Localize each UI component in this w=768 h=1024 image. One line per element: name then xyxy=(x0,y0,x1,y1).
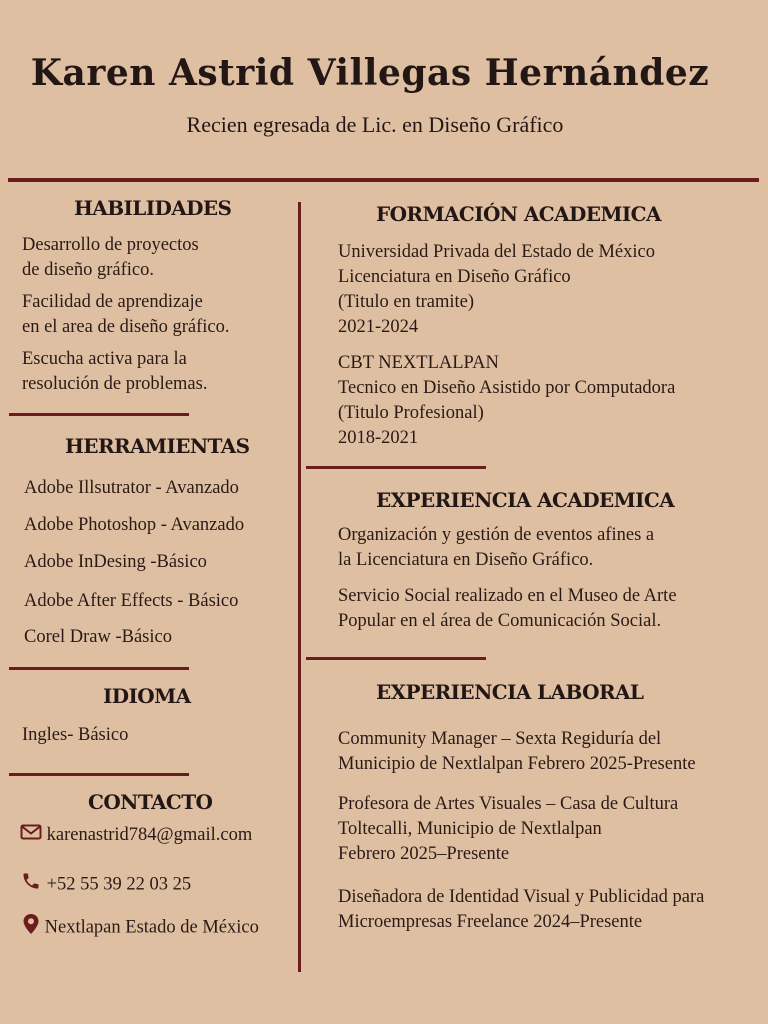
location-text: Nextlapan Estado de México xyxy=(44,917,259,938)
mail-icon xyxy=(20,823,42,848)
phone-icon xyxy=(20,871,42,899)
section-divider xyxy=(9,413,189,416)
language-item: Ingles- Básico xyxy=(22,725,129,745)
resume-subtitle: Recien egresada de Lic. en Diseño Gráfico xyxy=(186,112,564,137)
location-pin-icon xyxy=(22,913,40,943)
section-divider xyxy=(9,773,189,776)
resume-name: Karen Astrid Villegas Hernández xyxy=(30,52,710,94)
skill-item: Desarrollo de proyectos de diseño gráfico. xyxy=(22,235,199,280)
skills-heading: HABILIDADES xyxy=(74,196,232,220)
section-divider xyxy=(306,466,486,469)
tool-item: Adobe InDesing -Básico xyxy=(24,552,207,572)
header-divider xyxy=(8,178,759,182)
contact-email[interactable] xyxy=(20,823,252,848)
skill-item: Facilidad de aprendizaje en el area de diseño gráfico. xyxy=(22,292,230,337)
work-experience-entry: Diseñadora de Identidad Visual y Publicidad para Microempresas Freelance 2024–Presente xyxy=(338,887,705,932)
education-entry: Universidad Privada del Estado de México Licenciatura en Diseño Gráfico (Titulo en tramite) 2021-2024 xyxy=(338,242,655,337)
work-experience-entry: Community Manager – Sexta Regiduría del Municipio de Nextlalpan Febrero 2025-Presente xyxy=(338,729,696,774)
language-heading: IDIOMA xyxy=(103,684,191,708)
tool-item: Adobe Illsutrator - Avanzado xyxy=(24,478,239,498)
academic-experience-heading: EXPERIENCIA ACADEMICA xyxy=(376,488,675,512)
skill-item: Escucha activa para la resolución de problemas. xyxy=(22,349,208,394)
tool-item: Adobe After Effects - Básico xyxy=(24,591,239,611)
contact-heading: CONTACTO xyxy=(88,790,213,814)
work-experience-entry: Profesora de Artes Visuales – Casa de Cultura Toltecalli, Municipio de Nextlalpan Febrero 2025–Presente xyxy=(338,794,679,864)
contact-location xyxy=(22,913,259,943)
section-divider xyxy=(306,657,486,660)
tools-heading: HERRAMIENTAS xyxy=(65,434,250,458)
email-text: karenastrid784@gmail.com xyxy=(46,825,253,845)
tool-item: Adobe Photoshop - Avanzado xyxy=(24,515,245,535)
education-entry: CBT NEXTLALPAN Tecnico en Diseño Asistido por Computadora (Titulo Profesional) 2018-2021 xyxy=(338,353,676,448)
tool-item: Corel Draw -Básico xyxy=(24,627,172,647)
column-divider xyxy=(298,202,301,972)
phone-text: +52 55 39 22 03 25 xyxy=(46,874,192,895)
contact-phone[interactable] xyxy=(20,871,191,899)
education-heading: FORMACIÓN ACADEMICA xyxy=(376,202,661,226)
section-divider xyxy=(9,667,189,670)
academic-experience-entry: Servicio Social realizado en el Museo de Arte Popular en el área de Comunicación Social. xyxy=(338,586,677,631)
academic-experience-entry: Organización y gestión de eventos afines a la Licenciatura en Diseño Gráfico. xyxy=(338,525,655,570)
work-experience-heading: EXPERIENCIA LABORAL xyxy=(376,680,644,704)
